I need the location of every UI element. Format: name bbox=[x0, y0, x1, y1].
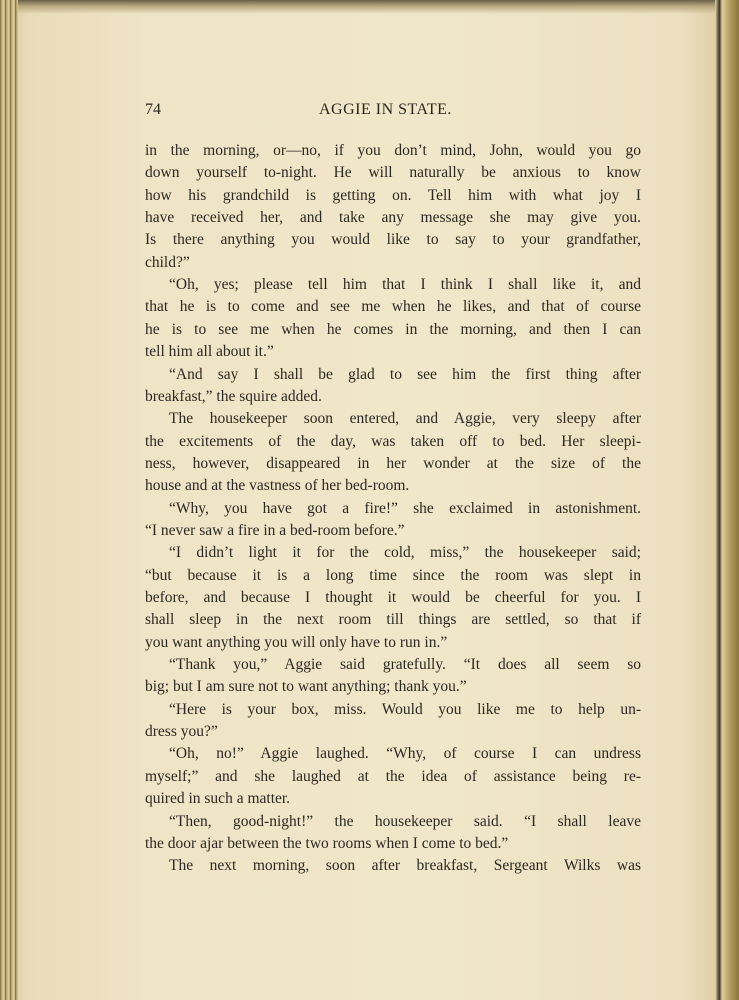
text-line: quired in such a matter. bbox=[145, 790, 291, 808]
text-line: “And say I shall be glad to see him the first thing after bbox=[169, 365, 641, 383]
text-line: “Then, good-night!” the housekeeper said. “I shall leave bbox=[169, 812, 641, 830]
text-line: “but because it is a long time since the room was slept in bbox=[145, 566, 641, 584]
running-header bbox=[145, 101, 645, 123]
text-line: “Thank you,” Aggie said gratefully. “It does all seem so bbox=[169, 656, 641, 674]
text-line: have received her, and take any message she may give you. bbox=[145, 209, 641, 227]
text-line: “I never saw a fire in a bed-room before.” bbox=[145, 521, 405, 539]
text-line: “Here is your box, miss. Would you like me to help un- bbox=[169, 700, 641, 718]
text-line: The next morning, soon after breakfast, Sergeant Wilks was bbox=[169, 857, 641, 875]
book-binding-edge bbox=[0, 0, 18, 1000]
text-line: in the morning, or—no, if you don’t mind, John, would you go bbox=[145, 142, 641, 159]
text-line: Is there anything you would like to say to your grandfather, bbox=[145, 231, 641, 249]
page-number: 74 bbox=[145, 101, 161, 118]
text-line: he is to see me when he comes in the morning, and then I can bbox=[145, 320, 641, 338]
text-line: child?” bbox=[145, 253, 190, 271]
page-stack-edge bbox=[715, 0, 739, 1000]
text-line: that he is to come and see me when he likes, and that of course bbox=[145, 298, 641, 316]
page-top-shadow bbox=[0, 0, 739, 14]
text-line: big; but I am sure not to want anything; thank you.” bbox=[145, 678, 467, 696]
text-line: tell him all about it.” bbox=[145, 343, 274, 361]
text-line: before, and because I thought it would be cheerful for you. I bbox=[145, 589, 641, 606]
text-line: the excitements of the day, was taken off to bed. Her sleepi- bbox=[145, 432, 641, 450]
text-line: The housekeeper soon entered, and Aggie, very sleepy after bbox=[169, 410, 641, 428]
text-line: down yourself to-night. He will naturally be anxious to know bbox=[145, 164, 641, 182]
text-line: “Oh, no!” Aggie laughed. “Why, of course I can undress bbox=[169, 745, 641, 763]
text-line: how his grandchild is getting on. Tell him with what joy I bbox=[145, 186, 641, 204]
text-line: house and at the vastness of her bed-room. bbox=[145, 477, 410, 495]
text-line: breakfast,” the squire added. bbox=[145, 387, 322, 405]
running-title: AGGIE IN STATE. bbox=[319, 101, 452, 118]
text-line: the door ajar between the two rooms when I come to bed.” bbox=[145, 834, 509, 852]
text-line: myself;” and she laughed at the idea of assistance being re- bbox=[145, 767, 641, 785]
text-line: dress you?” bbox=[145, 723, 218, 741]
text-line: ness, however, disappeared in her wonder at the size of the bbox=[145, 454, 641, 472]
text-line: “I didn’t light it for the cold, miss,” the housekeeper said; bbox=[169, 544, 641, 562]
text-line: shall sleep in the next room till things are settled, so that if bbox=[145, 611, 641, 629]
text-line: “Oh, yes; please tell him that I think I shall like it, and bbox=[169, 276, 641, 294]
text-line: “Why, you have got a fire!” she exclaimed in astonishment. bbox=[169, 499, 641, 517]
text-line: you want anything you will only have to run in.” bbox=[145, 633, 448, 651]
